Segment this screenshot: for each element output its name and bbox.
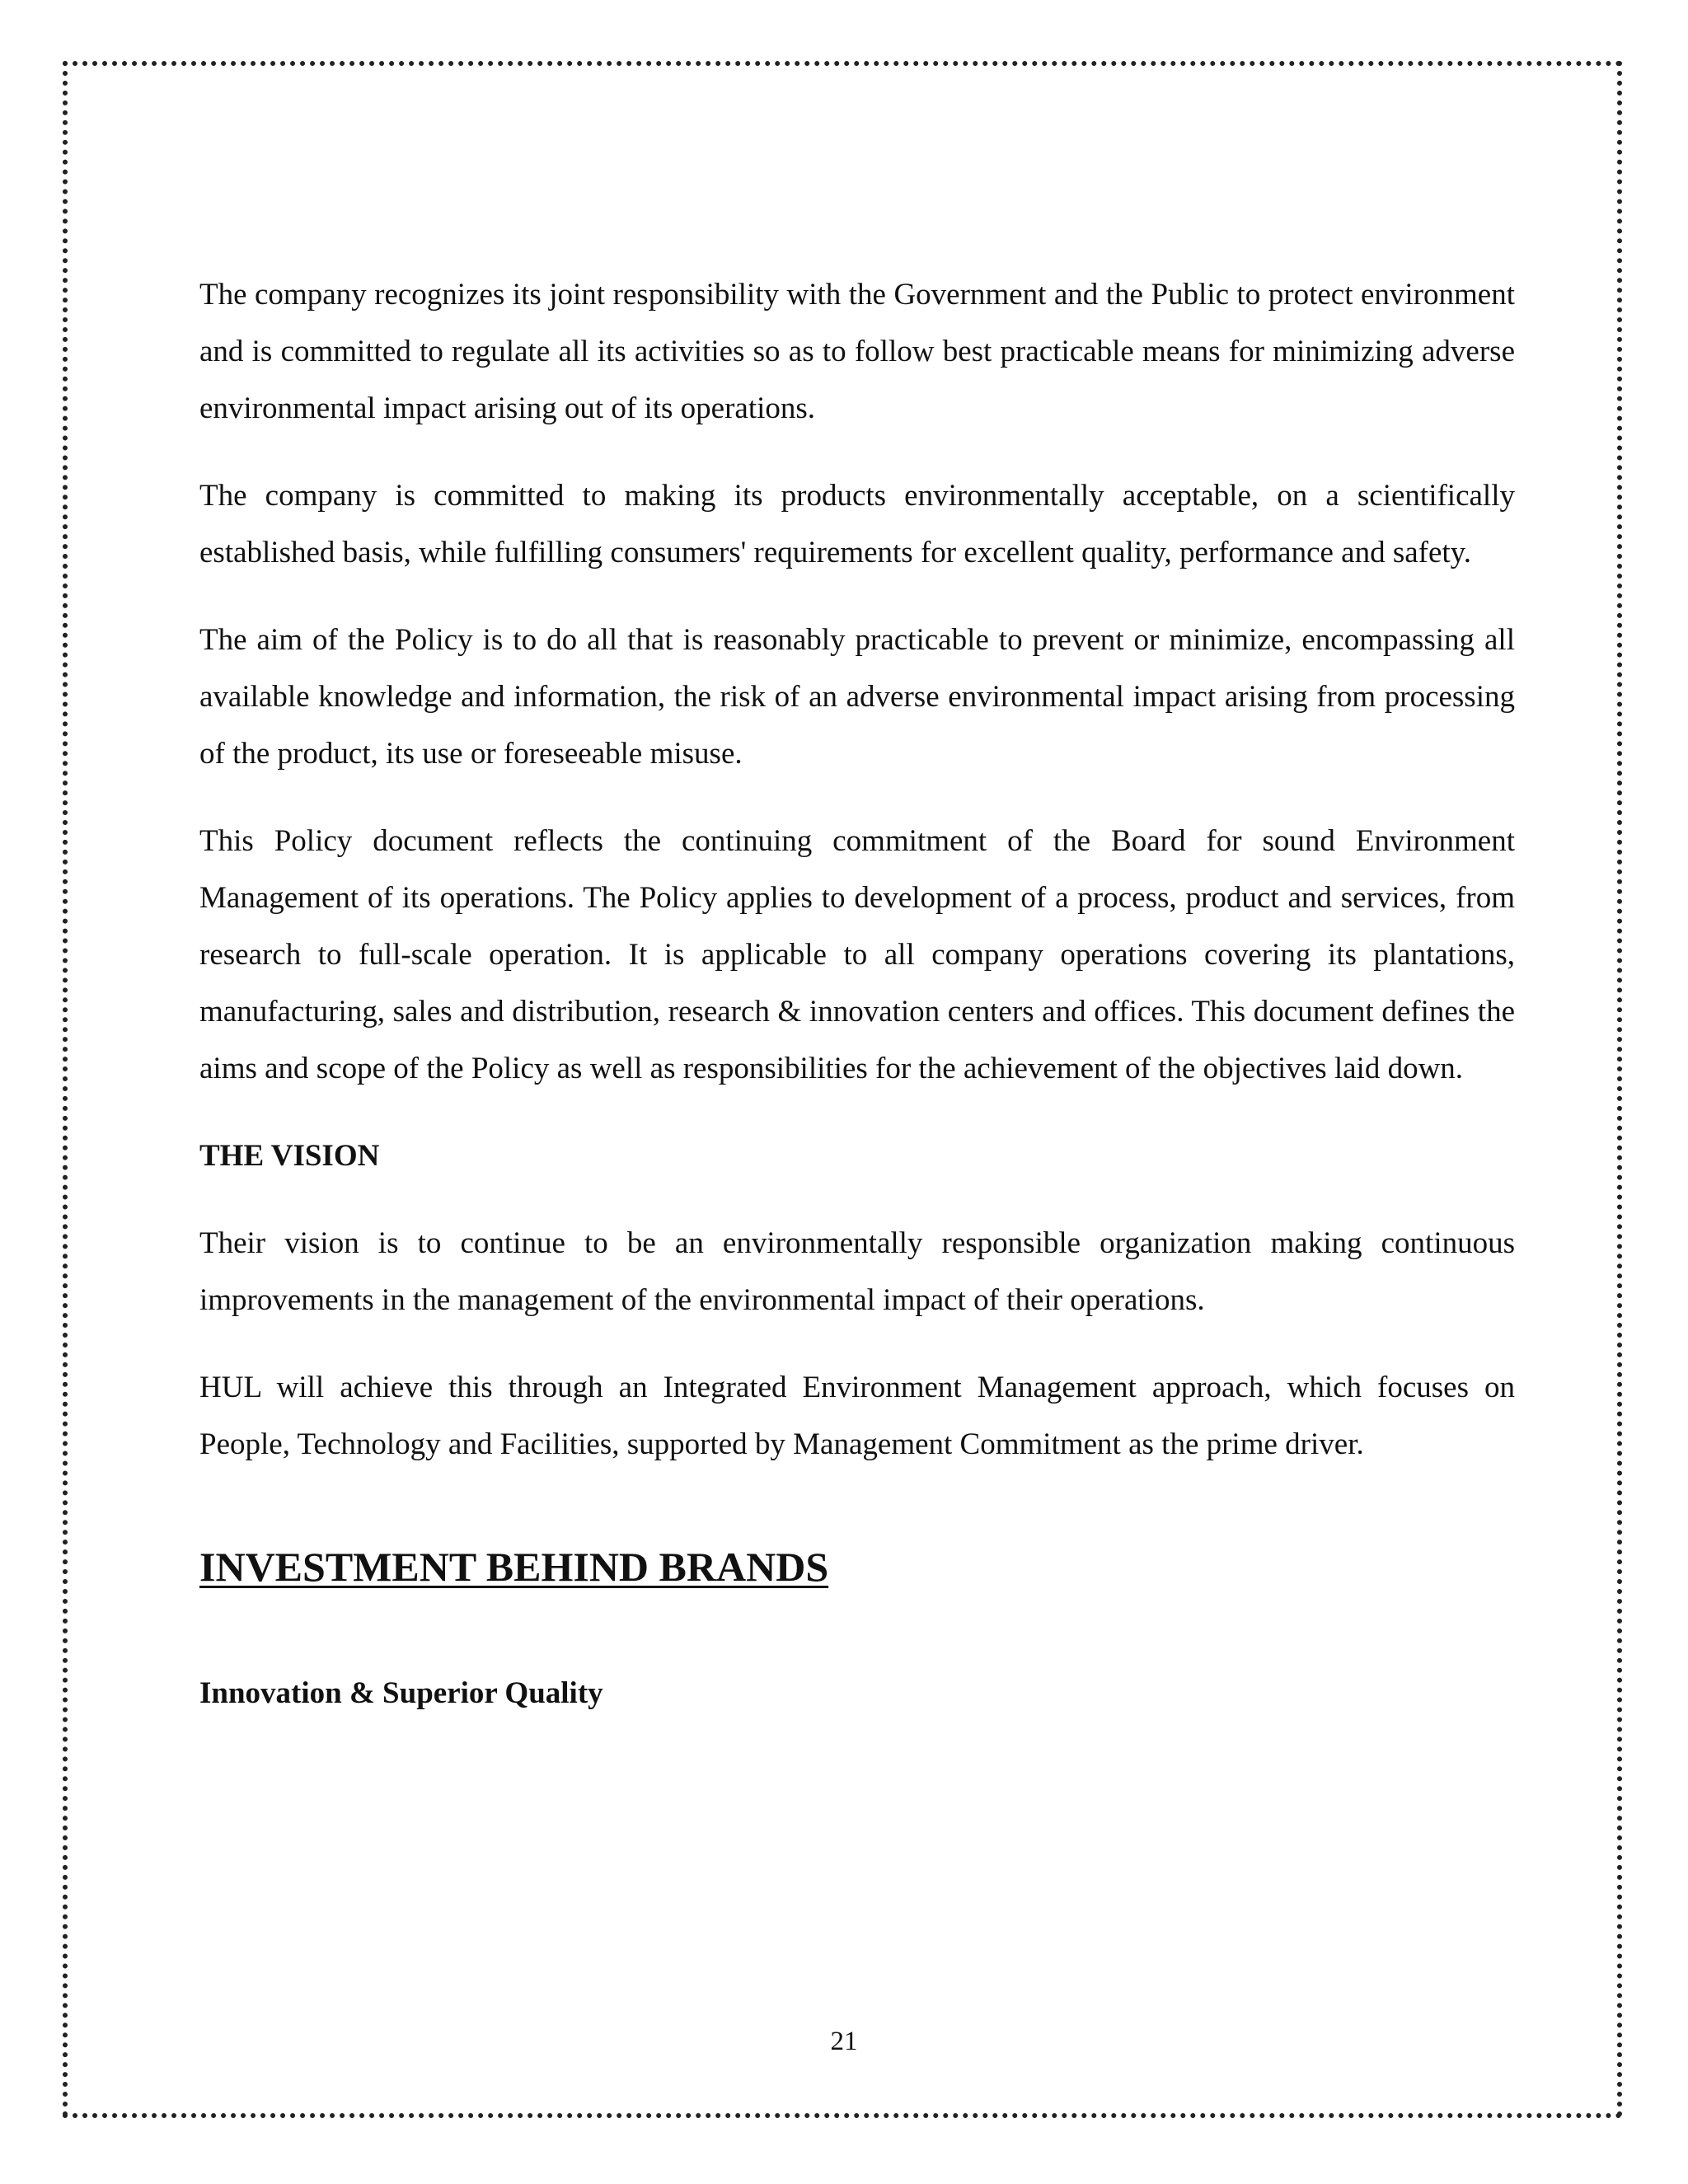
paragraph-vision: Their vision is to continue to be an environmentally responsible organization making continuous improvements in the management of the environmental impact of their operations. (199, 1226, 1515, 1317)
paragraph-policy-scope: This Policy document reflects the continuing commitment of the Board for sound Environment Management of its operations. The Policy applies to development of a process, product and services, from research to full-scale operation. It is applicable to all company operations covering its plantations, manufacturing, sales and distribution, research & innovation centers and offices. This document defines the aims and scope of the Policy as well as responsibilities for the achievement of the objectives laid down. (199, 824, 1515, 1085)
paragraph-joint-responsibility: The company recognizes its joint responsibility with the Government and the Public to protect environment and is committed to regulate all its activities so as to follow best practicable means for minimizing adverse environmental impact arising out of its operations. (199, 278, 1515, 425)
vision-heading: THE VISION (199, 1139, 380, 1173)
page-number: 21 (830, 2027, 858, 2056)
paragraph-policy-aim: The aim of the Policy is to do all that is reasonably practicable to prevent or minimize, encompassing all available knowledge and information, the risk of an adverse environmental impact arising from processing of the product, its use or foreseeable misuse. (199, 623, 1515, 771)
document-body (199, 266, 1515, 1722)
section-subheading: Innovation & Superior Quality (199, 1676, 603, 1710)
section-title: INVESTMENT BEHIND BRANDS (199, 1544, 829, 1590)
paragraph-vision-approach: HUL will achieve this through an Integrated Environment Management approach, which focuses on People, Technology and Facilities, supported by Management Commitment as the prime driver. (199, 1371, 1515, 1461)
paragraph-products-acceptable: The company is committed to making its products environmentally acceptable, on a scientifically established basis, while fulfilling consumers' requirements for excellent quality, performance and safety. (199, 479, 1515, 569)
